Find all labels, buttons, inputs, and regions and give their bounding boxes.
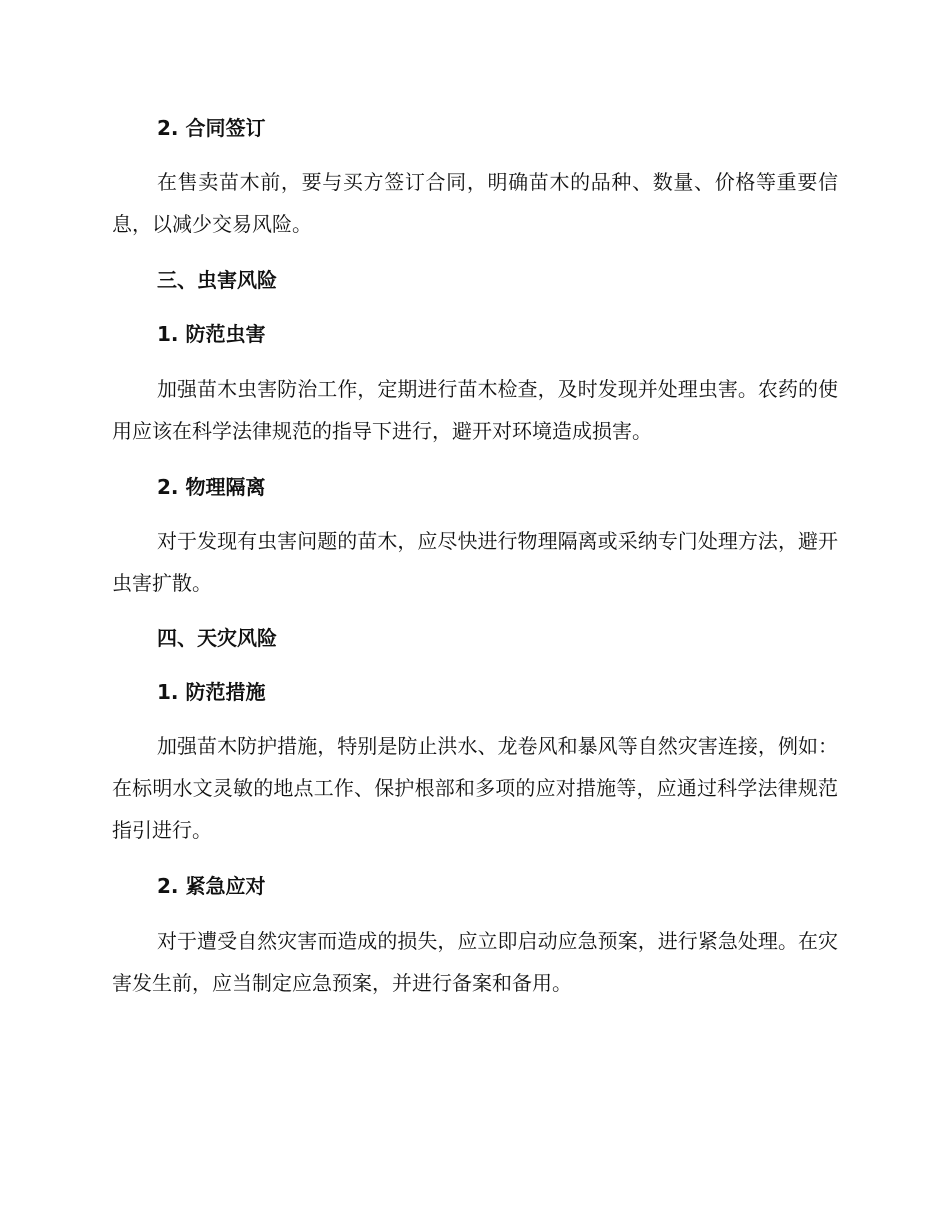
section-title-disaster-risk: 四、天灾风险: [157, 626, 277, 650]
paragraph-pest-prevention: 加强苗木虫害防治工作，定期进行苗木检查，及时发现并处理虫害。农药的使用应该在科学法律规范的指导下进行，避开对环境造成损害。: [112, 377, 838, 443]
heading-emergency-response: 2. 紧急应对: [157, 874, 266, 898]
heading-pest-prevention: 1. 防范虫害: [157, 322, 266, 346]
heading-prevention-measures: 1. 防范措施: [157, 680, 266, 704]
paragraph-prevention-measures: 加强苗木防护措施，特别是防止洪水、龙卷风和暴风等自然灾害连接，例如：在标明水文灵敏的地点工作、保护根部和多项的应对措施等，应通过科学法律规范指引进行。: [112, 734, 838, 842]
heading-physical-isolation: 2. 物理隔离: [157, 475, 266, 499]
paragraph-physical-isolation: 对于发现有虫害问题的苗木，应尽快进行物理隔离或采纳专门处理方法，避开虫害扩散。: [112, 529, 838, 595]
paragraph-contract-signing: 在售卖苗木前，要与买方签订合同，明确苗木的品种、数量、价格等重要信息，以减少交易风险。: [112, 170, 838, 236]
paragraph-emergency-response: 对于遭受自然灾害而造成的损失，应立即启动应急预案，进行紧急处理。在灾害发生前，应当制定应急预案，并进行备案和备用。: [112, 929, 838, 995]
section-title-pest-risk: 三、虫害风险: [157, 268, 277, 292]
heading-contract-signing: 2. 合同签订: [157, 116, 266, 140]
